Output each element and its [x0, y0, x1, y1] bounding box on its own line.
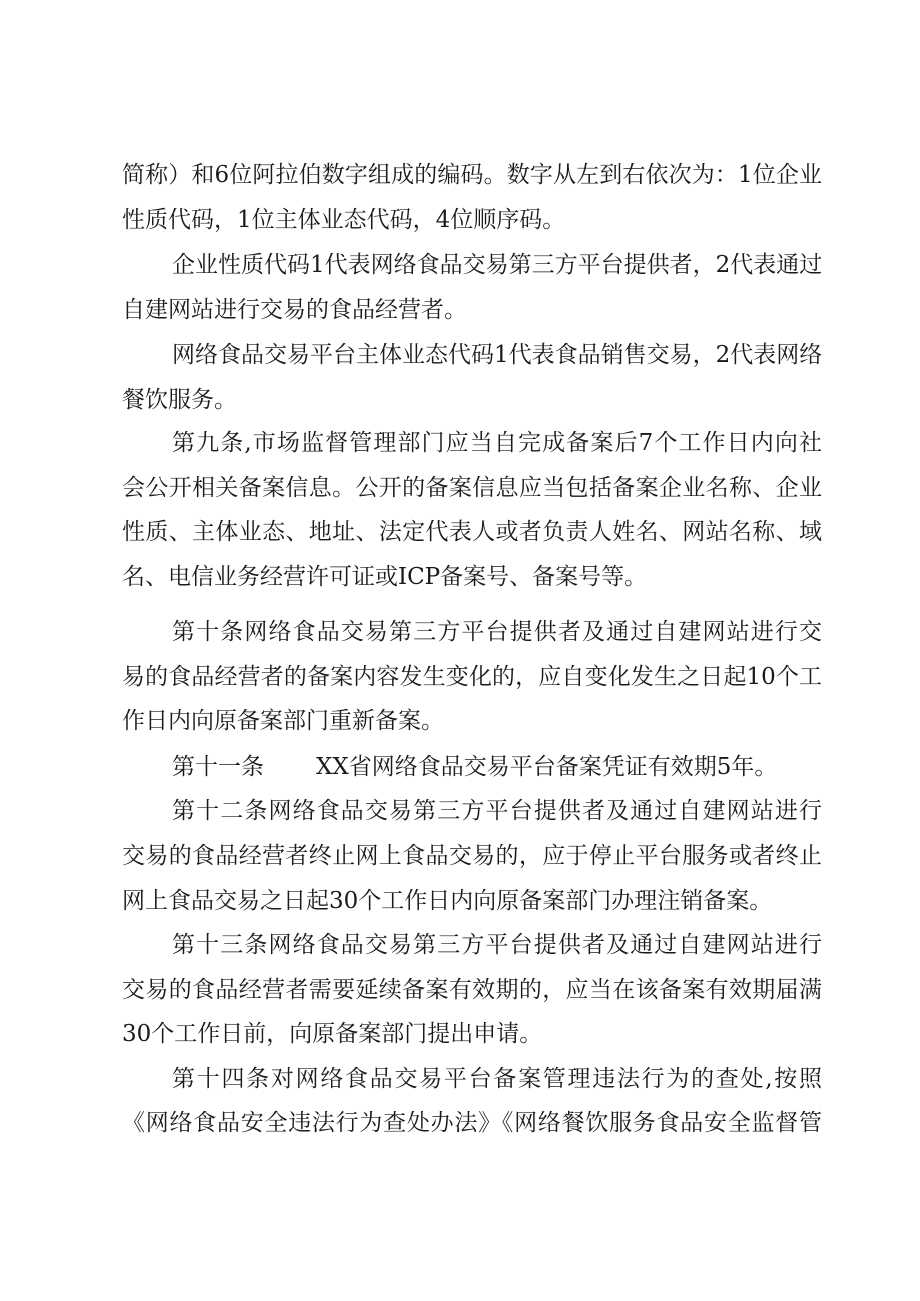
text-line: 简称）和6位阿拉伯数字组成的编码。数字从左到右依次为：1位企业 [122, 162, 822, 188]
text-line: 餐饮服务。 [122, 387, 237, 413]
article-14-first-line: 第十四条对网络食品交易平台备案管理违法行为的查处,按照 [172, 1066, 822, 1092]
article-11-heading: 第十一条 [172, 754, 264, 780]
text-line: 易的食品经营者的备案内容发生变化的，应自变化发生之日起10个工 [122, 664, 822, 690]
text-line: 名、电信业务经营许可证或ICP备案号、备案号等。 [122, 564, 648, 590]
text-line: 性质代码，1位主体业态代码，4位顺序码。 [122, 207, 566, 233]
article-11-line [172, 752, 822, 782]
text-line: 交易的食品经营者终止网上食品交易的，应于停止平台服务或者终止 [122, 843, 822, 869]
article-11-body: XX省网络食品交易平台备案凭证有效期5年。 [316, 754, 778, 780]
text-line: 30个工作日前，向原备案部门提出申请。 [122, 1021, 543, 1047]
text-line: 性质、主体业态、地址、法定代表人或者负责人姓名、网站名称、域 [122, 519, 822, 545]
text-line: 交易的食品经营者需要延续备案有效期的，应当在该备案有效期届满 [122, 977, 822, 1003]
paragraph-first-line: 网络食品交易平台主体业态代码1代表食品销售交易，2代表网络 [172, 342, 823, 368]
text-line: 网上食品交易之日起30个工作日内向原备案部门办理注销备案。 [122, 888, 773, 914]
text-line: 《网络食品安全违法行为查处办法》《网络餐饮服务食品安全监督管 [122, 1110, 822, 1136]
text-line: 自建网站进行交易的食品经营者。 [122, 297, 467, 323]
article-13-first-line: 第十三条网络食品交易第三方平台提供者及通过自建网站进行 [172, 932, 822, 958]
article-10-first-line: 第十条网络食品交易第三方平台提供者及通过自建网站进行交 [172, 619, 822, 645]
text-line: 会公开相关备案信息。公开的备案信息应当包括备案企业名称、企业 [122, 475, 822, 501]
text-line: 作日内向原备案部门重新备案。 [122, 708, 444, 734]
article-12-first-line: 第十二条网络食品交易第三方平台提供者及通过自建网站进行 [172, 798, 822, 824]
article-9-first-line: 第九条,市场监督管理部门应当自完成备案后7个工作日内向社 [172, 430, 822, 456]
paragraph-first-line: 企业性质代码1代表网络食品交易第三方平台提供者，2代表通过 [172, 252, 823, 278]
